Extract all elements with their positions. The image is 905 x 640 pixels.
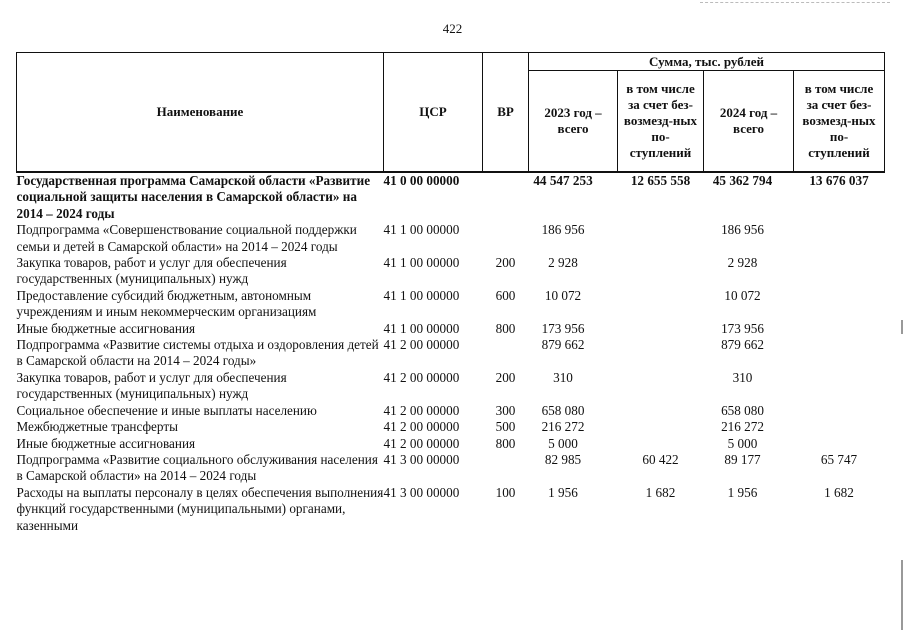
row-2023-total: 879 662 [541, 337, 585, 353]
row-2024-free [794, 370, 885, 403]
row-2024-free: 65 747 [820, 451, 858, 467]
row-csr: 41 0 00 00000 [383, 173, 460, 188]
header-2023-total: 2023 год – всего [529, 71, 618, 173]
row-2023-total: 186 956 [541, 222, 585, 238]
row-2023-free [618, 255, 704, 288]
row-2023-total: 1 956 [548, 484, 578, 500]
row-csr: 41 2 00 00000 [383, 419, 460, 435]
row-2024-total: 658 080 [721, 402, 764, 418]
row-vr: 500 [495, 419, 516, 435]
row-name: Государственная программа Самарской области «Развитие социальной защиты населения в Самарской области» на 2014 – 2024 годы [16, 173, 371, 221]
row-name: Иные бюджетные ассигнования [16, 435, 196, 451]
row-2024-free [794, 436, 885, 452]
header-2024-free: в том числе за счет без-возмезд-ных по-ступлений [794, 71, 885, 173]
row-2024-free [794, 337, 885, 370]
header-csr: ЦСР [384, 53, 483, 173]
row-csr: 41 3 00 00000 [383, 484, 460, 500]
header-name: Наименование [17, 53, 384, 173]
row-2024-total: 173 956 [721, 320, 764, 336]
row-name: Межбюджетные трансферты [16, 419, 178, 435]
table-row [17, 436, 885, 452]
row-2024-total: 5 000 [727, 435, 758, 451]
row-2023-free [618, 419, 704, 435]
row-2023-total: 10 072 [544, 287, 582, 303]
row-2024-free [794, 321, 885, 337]
row-2023-free [618, 321, 704, 337]
row-vr: 100 [495, 484, 516, 500]
row-2024-free: 1 682 [824, 484, 854, 500]
row-csr: 41 2 00 00000 [383, 435, 460, 451]
scan-edge-dash [700, 2, 890, 3]
row-2023-total: 2 928 [548, 255, 578, 271]
row-2023-total: 310 [553, 369, 573, 385]
row-name: Предоставление субсидий бюджетным, автономным учреждениям и иным некоммерческим организациям [16, 287, 317, 320]
row-2023-total: 658 080 [541, 402, 585, 418]
row-2023-free [618, 337, 704, 370]
row-name: Подпрограмма «Совершенствование социальной поддержки семьи и детей в Самарской области» на 2014 – 2024 годы [16, 222, 357, 254]
row-2024-total: 1 956 [727, 484, 758, 500]
row-2024-total: 2 928 [727, 255, 758, 271]
row-2023-free [618, 288, 704, 321]
row-vr [483, 337, 529, 370]
row-vr: 300 [495, 402, 516, 418]
row-csr: 41 1 00 00000 [383, 320, 460, 336]
header-2024-total: 2024 год – всего [704, 71, 794, 173]
row-2023-free [618, 436, 704, 452]
row-vr: 200 [495, 369, 516, 385]
table-row [17, 419, 885, 435]
table-row [17, 321, 885, 337]
row-2024-free [794, 255, 885, 288]
row-csr: 41 1 00 00000 [383, 255, 460, 271]
row-2024-total: 45 362 794 [712, 173, 773, 188]
row-vr: 800 [495, 435, 516, 451]
row-name: Закупка товаров, работ и услуг для обеспечения государственных (муниципальных) нужд [16, 255, 287, 287]
row-2024-total: 310 [732, 369, 753, 385]
table-row [17, 288, 885, 321]
row-2024-free: 13 676 037 [809, 173, 869, 188]
row-2023-total: 5 000 [548, 435, 578, 451]
header-sum-group: Сумма, тыс. рублей [529, 53, 885, 71]
header-vr: ВР [483, 53, 529, 173]
row-vr: 800 [495, 320, 516, 336]
row-vr [483, 222, 529, 255]
page-number: 422 [442, 21, 463, 36]
row-2023-total: 216 272 [541, 419, 585, 435]
row-vr [483, 452, 529, 485]
row-2023-free: 12 655 558 [630, 173, 691, 188]
table-row [17, 370, 885, 403]
row-vr: 200 [495, 255, 516, 271]
row-csr: 41 1 00 00000 [383, 287, 460, 303]
row-2023-total: 44 547 253 [533, 173, 593, 188]
row-csr: 41 1 00 00000 [383, 222, 460, 238]
row-2023-free [618, 370, 704, 403]
row-2024-total: 89 177 [724, 451, 761, 467]
row-2023-free [618, 222, 704, 255]
row-2023-free: 60 422 [642, 451, 679, 467]
row-name: Расходы на выплаты персоналу в целях обеспечения выполнения функций государственными (муниципальными) органами, казенными [16, 484, 384, 533]
row-csr: 41 2 00 00000 [383, 337, 460, 353]
row-name: Социальное обеспечение и иные выплаты населению [16, 402, 317, 418]
row-2024-free [794, 419, 885, 435]
row-2023-total: 173 956 [541, 320, 585, 336]
row-vr [483, 173, 529, 222]
row-csr: 41 3 00 00000 [383, 451, 460, 467]
row-name: Подпрограмма «Развитие системы отдыха и оздоровления детей в Самарской области на 2014 – 2024 годы» [16, 337, 379, 369]
row-name: Закупка товаров, работ и услуг для обеспечения государственных (муниципальных) нужд [16, 369, 287, 402]
row-2024-total: 879 662 [721, 337, 764, 353]
table-row [17, 452, 885, 485]
row-2023-free: 1 682 [645, 484, 676, 500]
row-2024-free [794, 222, 885, 255]
table-row [17, 255, 885, 288]
row-2024-free [794, 403, 885, 419]
table-row [17, 222, 885, 255]
row-2023-free [618, 403, 704, 419]
row-2023-total: 82 985 [544, 451, 582, 467]
table-row [17, 403, 885, 419]
row-csr: 41 2 00 00000 [383, 369, 460, 385]
table-row [17, 485, 885, 534]
row-2024-total: 186 956 [721, 222, 764, 238]
table-row [17, 173, 885, 222]
row-vr: 600 [495, 287, 516, 303]
row-2024-total: 216 272 [721, 419, 764, 435]
header-2023-free: в том числе за счет без-возмезд-ных по-ступлений [618, 71, 704, 173]
row-2024-total: 10 072 [724, 287, 761, 303]
row-2024-free [794, 288, 885, 321]
row-name: Иные бюджетные ассигнования [16, 320, 196, 336]
table-row [17, 337, 885, 370]
row-name: Подпрограмма «Развитие социального обслуживания населения в Самарской области» на 2014 – 2024 годы [16, 451, 378, 484]
scan-edge-mark [901, 560, 903, 630]
budget-table [16, 52, 885, 534]
scan-edge-mark [901, 320, 903, 334]
row-csr: 41 2 00 00000 [383, 402, 460, 418]
